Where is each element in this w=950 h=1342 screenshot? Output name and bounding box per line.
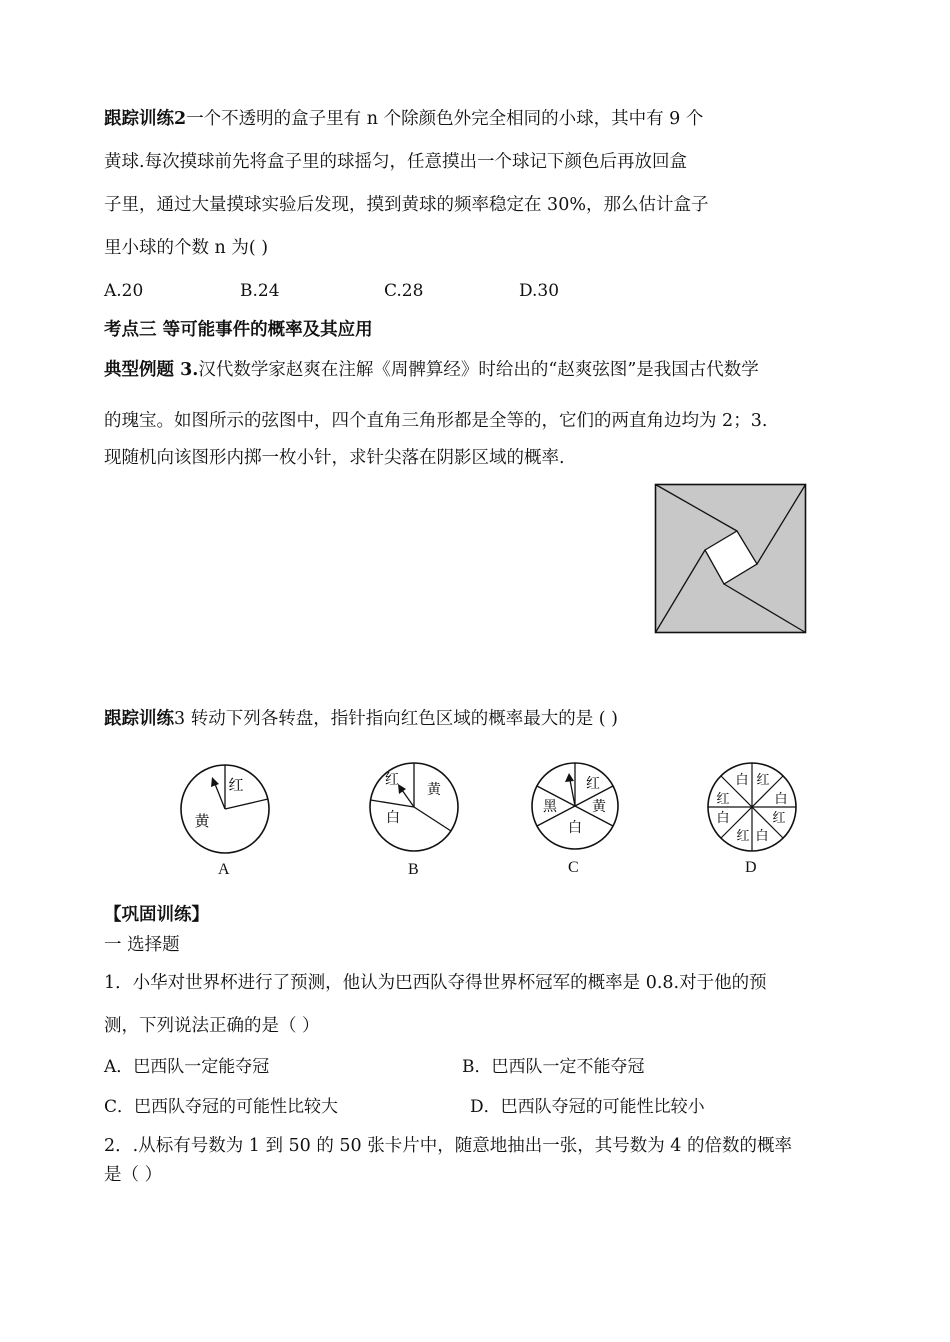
spinner-d-label-2: 红 xyxy=(756,773,770,788)
spinner-c-label-black: 黑 xyxy=(543,799,557,815)
spinner-b-label-red: 红 xyxy=(385,772,399,788)
practice2-text1: 一个不透明的盒子里有 n 个除颜色外完全相同的小球，其中有 9 个 xyxy=(186,109,704,129)
q1-line1: 1．小华对世界杯进行了预测，他认为巴西队夺得世界杯冠军的概率是 0.8.对于他的预 xyxy=(104,973,767,993)
spinner-b-label-yellow: 黄 xyxy=(427,782,441,798)
spinner-d-label-1: 白 xyxy=(735,773,749,788)
spinner-c-label-yellow: 黄 xyxy=(592,799,606,815)
spinner-d-caption: D xyxy=(745,859,757,876)
example3-text1: 汉代数学家赵爽在注解《周髀算经》时给出的“赵爽弦图”是我国古代数学 xyxy=(198,360,759,380)
practice2-line4: 里小球的个数 n 为( ) xyxy=(104,238,269,258)
example3-line2: 的瑰宝。如图所示的弦图中，四个直角三角形都是全等的，它们的两直角边均为 2；3. xyxy=(104,411,768,431)
spinner-d-label-7: 白 xyxy=(716,811,730,826)
spinner-a-label-red: 红 xyxy=(228,776,244,794)
practice2-option-a: A.20 xyxy=(104,281,144,301)
spinner-d-label-8: 红 xyxy=(716,792,730,807)
spinner-d-label-5: 白 xyxy=(755,829,769,844)
consolidate-subheader: 一 选择题 xyxy=(104,935,180,955)
q2-line2: 是（ ） xyxy=(104,1165,163,1185)
q1-option-d: D．巴西队夺冠的可能性比较小 xyxy=(470,1097,705,1117)
consolidate-header: 【巩固训练】 xyxy=(104,905,209,925)
practice2-option-d: D.30 xyxy=(519,281,560,301)
q1-option-a: A．巴西队一定能夺冠 xyxy=(104,1057,270,1077)
spinner-a-label-yellow: 黄 xyxy=(194,812,210,830)
spinner-b-label-white: 白 xyxy=(386,810,400,826)
spinner-a xyxy=(178,762,272,856)
spinner-d-label-6: 红 xyxy=(736,829,750,844)
q1-line2: 测，下列说法正确的是（ ） xyxy=(104,1016,320,1036)
q1-option-c: C．巴西队夺冠的可能性比较大 xyxy=(104,1097,339,1117)
practice3-text: 3 转动下列各转盘，指针指向红色区域的概率最大的是 ( ) xyxy=(174,709,618,729)
practice2-line3: 子里，通过大量摸球实验后发现，摸到黄球的频率稳定在 30%，那么估计盒子 xyxy=(104,195,709,215)
section3-title: 考点三 等可能事件的概率及其应用 xyxy=(104,320,373,340)
example3-label: 典型例题 3. xyxy=(104,360,199,380)
practice2-option-c: C.28 xyxy=(384,281,424,301)
example3-line3: 现随机向该图形内掷一枚小针，求针尖落在阴影区域的概率. xyxy=(104,448,565,468)
spinner-a-caption: A xyxy=(218,861,230,878)
practice2-num: 2 xyxy=(174,109,187,129)
spinner-b-caption: B xyxy=(408,861,419,878)
spinner-c-label-white: 白 xyxy=(568,820,582,836)
practice2-line2: 黄球.每次摸球前先将盒子里的球摇匀，任意摸出一个球记下颜色后再放回盒 xyxy=(104,152,688,172)
q2-line1: 2．.从标有号数为 1 到 50 的 50 张卡片中，随意地抽出一张，其号数为 4 的倍数的概率 xyxy=(104,1136,793,1156)
spinner-c-caption: C xyxy=(568,859,579,876)
spinner-c-label-red: 红 xyxy=(586,776,600,792)
practice2-line1 xyxy=(104,107,703,131)
spinner-d-label-3: 白 xyxy=(774,792,788,807)
practice2-option-b: B.24 xyxy=(240,281,280,301)
spinner-d-label-4: 红 xyxy=(772,811,786,826)
q1-option-b: B．巴西队一定不能夺冠 xyxy=(462,1057,645,1077)
zhao-shuang-diagram xyxy=(654,483,808,635)
spinner-c xyxy=(529,760,621,852)
example3-line1 xyxy=(104,358,759,382)
practice3-label: 跟踪训练 xyxy=(104,709,174,729)
practice3-line xyxy=(104,707,618,731)
spinner-d xyxy=(705,760,799,854)
spinner-b xyxy=(367,760,461,854)
practice2-label: 跟踪训练 xyxy=(104,109,174,129)
